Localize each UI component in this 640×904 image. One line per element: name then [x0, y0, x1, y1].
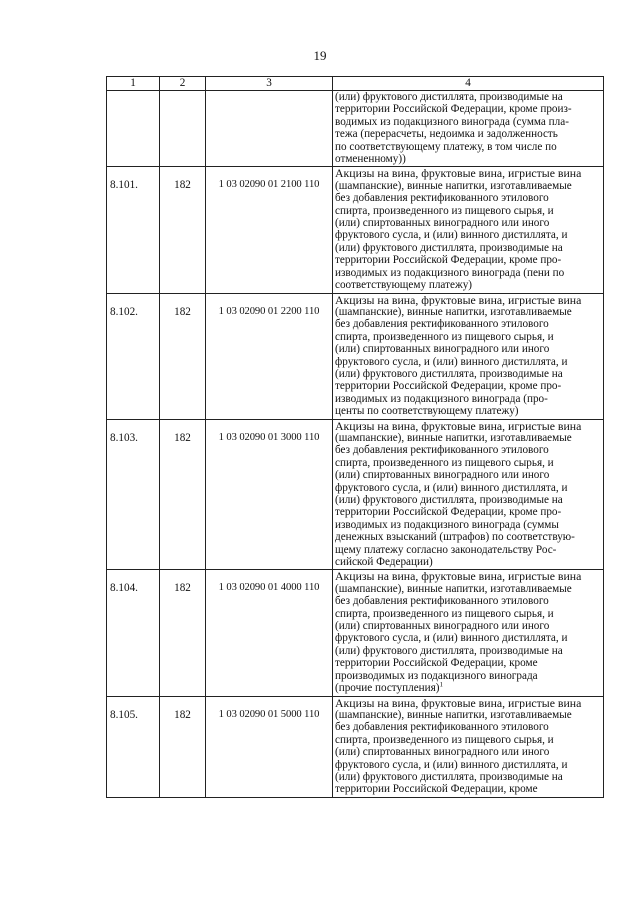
description-text: Акцизы на вина, фруктовые вина, игристые вина — [335, 570, 582, 583]
description-text: спирта, произведенного из пищевого сырья, и — [335, 456, 554, 469]
description-line — [335, 393, 601, 405]
description-text: денежных взысканий (штрафов) по соответствую- — [335, 531, 575, 544]
description-line — [335, 457, 601, 469]
description-text: отмененному)) — [335, 153, 406, 166]
administrator-code: 182 — [160, 293, 206, 419]
description-text: (прочие поступления) — [335, 682, 440, 695]
administrator-code: 182 — [160, 570, 206, 696]
description-line — [335, 267, 601, 279]
description-line — [335, 167, 601, 179]
description-line — [335, 128, 601, 140]
description-line — [335, 556, 601, 568]
description-line — [335, 254, 601, 266]
table-body — [107, 91, 604, 798]
description-line — [335, 279, 601, 291]
budget-classification-code — [206, 91, 333, 167]
description-text: (шампанские), винные напитки, изготавливаемые — [335, 708, 572, 721]
row-number: 8.103. — [107, 419, 160, 570]
description-line — [335, 595, 601, 607]
table-row — [107, 570, 604, 696]
description-text: водимых из подакцизного винограда (сумма пла- — [335, 115, 569, 128]
description-line — [335, 318, 601, 330]
description-text: без добавления ректификованного этилового — [335, 192, 549, 205]
description-text: без добавления ректификованного этилового — [335, 721, 549, 734]
description-text: территории Российской Федерации, кроме про- — [335, 506, 562, 519]
description-line — [335, 405, 601, 417]
description-text: (или) фруктового дистиллята, производимые на — [335, 770, 563, 783]
description-line — [335, 153, 601, 165]
description-line — [335, 734, 601, 746]
description-text: территории Российской Федерации, кроме произ- — [335, 103, 572, 116]
description-text: фруктового сусла, и (или) винного дистиллята, и — [335, 632, 568, 645]
budget-classification-code: 1 03 02090 01 5000 110 — [206, 696, 333, 797]
budget-classification-code: 1 03 02090 01 2100 110 — [206, 167, 333, 293]
description-line — [335, 759, 601, 771]
description-text: без добавления ректификованного этилового — [335, 444, 549, 457]
description-line — [335, 331, 601, 343]
revenue-description — [333, 419, 604, 570]
description-line — [335, 432, 601, 444]
description-text: (шампанские), винные напитки, изготавливаемые — [335, 431, 572, 444]
description-text: (шампанские), винные напитки, изготавливаемые — [335, 582, 572, 595]
page-number: 19 — [313, 48, 327, 63]
description-line — [335, 657, 601, 669]
description-line — [335, 229, 601, 241]
administrator-code — [160, 91, 206, 167]
description-text: (или) спиртованных виноградного или иного — [335, 746, 550, 759]
description-line — [335, 620, 601, 632]
description-text: (шампанские), винные напитки, изготавливаемые — [335, 305, 572, 318]
description-text: фруктового сусла, и (или) винного дистиллята, и — [335, 481, 568, 494]
description-line — [335, 506, 601, 518]
description-line — [335, 670, 601, 682]
description-text: спирта, произведенного из пищевого сырья, и — [335, 607, 554, 620]
table-row — [107, 293, 604, 419]
description-line — [335, 356, 601, 368]
description-text: фруктового сусла, и (или) винного дистиллята, и — [335, 758, 568, 771]
description-text: (или) спиртованных виноградного или иного — [335, 217, 550, 230]
administrator-code: 182 — [160, 167, 206, 293]
description-line — [335, 294, 601, 306]
description-text: (или) фруктового дистиллята, производимые на — [335, 644, 563, 657]
description-line — [335, 746, 601, 758]
description-text: спирта, произведенного из пищевого сырья, и — [335, 733, 554, 746]
description-text: спирта, произведенного из пищевого сырья, и — [335, 330, 554, 343]
table-row — [107, 696, 604, 797]
revenue-description — [333, 293, 604, 419]
description-line — [335, 709, 601, 721]
description-line — [335, 482, 601, 494]
description-text: территории Российской Федерации, кроме про- — [335, 254, 562, 267]
description-line — [335, 91, 601, 103]
description-text: производимых из подакцизного винограда — [335, 669, 538, 682]
description-line — [335, 180, 601, 192]
description-line — [335, 570, 601, 582]
description-line — [335, 682, 601, 694]
description-text: изводимых из подакцизного винограда (суммы — [335, 518, 559, 531]
table-row — [107, 167, 604, 293]
description-text: (или) фруктового дистиллята, производимые на — [335, 91, 563, 103]
description-text: без добавления ректификованного этилового — [335, 595, 549, 608]
revenue-description — [333, 91, 604, 167]
description-line — [335, 632, 601, 644]
description-text: (или) спиртованных виноградного или иного — [335, 469, 550, 482]
budget-classification-code: 1 03 02090 01 3000 110 — [206, 419, 333, 570]
description-line — [335, 531, 601, 543]
row-number: 8.102. — [107, 293, 160, 419]
header-col-4: 4 — [333, 77, 604, 91]
description-text: (или) фруктового дистиллята, производимые на — [335, 494, 563, 506]
description-text: территории Российской Федерации, кроме — [335, 657, 538, 670]
description-text: центы по соответствующему платежу) — [335, 405, 519, 418]
description-line — [335, 192, 601, 204]
description-text: Акцизы на вина, фруктовые вина, игристые вина — [335, 293, 582, 306]
revenue-description — [333, 167, 604, 293]
row-number: 8.101. — [107, 167, 160, 293]
administrator-code: 182 — [160, 696, 206, 797]
description-line — [335, 306, 601, 318]
description-text: изводимых из подакцизного винограда (про- — [335, 392, 548, 405]
description-line — [335, 343, 601, 355]
description-line — [335, 697, 601, 709]
description-line — [335, 103, 601, 115]
description-line — [335, 242, 601, 254]
description-text: по соответствующему платежу, в том числе по — [335, 140, 557, 153]
description-line — [335, 608, 601, 620]
description-text: спирта, произведенного из пищевого сырья, и — [335, 204, 554, 217]
row-number: 8.105. — [107, 696, 160, 797]
header-col-3: 3 — [206, 77, 333, 91]
administrator-code: 182 — [160, 419, 206, 570]
description-text: Акцизы на вина, фруктовые вина, игристые вина — [335, 167, 582, 180]
description-line — [335, 494, 601, 506]
description-line — [335, 141, 601, 153]
table-header — [107, 77, 604, 91]
description-line — [335, 783, 601, 795]
description-line — [335, 217, 601, 229]
description-text: соответствующему платежу) — [335, 279, 473, 292]
header-row — [107, 77, 604, 91]
description-line — [335, 469, 601, 481]
description-line — [335, 205, 601, 217]
header-col-1: 1 — [107, 77, 160, 91]
description-text: щему платежу согласно законодательству Рос- — [335, 543, 557, 556]
description-text: территории Российской Федерации, кроме про- — [335, 380, 562, 393]
description-text: (или) спиртованных виноградного или иного — [335, 620, 550, 633]
description-line — [335, 583, 601, 595]
description-line — [335, 721, 601, 733]
budget-classification-code: 1 03 02090 01 4000 110 — [206, 570, 333, 696]
description-text: изводимых из подакцизного винограда (пени по — [335, 266, 565, 279]
description-text: фруктового сусла, и (или) винного дистиллята, и — [335, 229, 568, 242]
description-text: (шампанские), винные напитки, изготавливаемые — [335, 179, 572, 192]
description-text: тежа (перерасчеты, недоимка и задолженность — [335, 128, 558, 141]
description-text: Акцизы на вина, фруктовые вина, игристые вина — [335, 419, 582, 432]
description-text: без добавления ректификованного этилового — [335, 318, 549, 331]
table-row — [107, 91, 604, 167]
budget-classification-code: 1 03 02090 01 2200 110 — [206, 293, 333, 419]
description-text: территории Российской Федерации, кроме — [335, 783, 538, 796]
description-line — [335, 444, 601, 456]
description-line — [335, 519, 601, 531]
description-text: Акцизы на вина, фруктовые вина, игристые вина — [335, 696, 582, 709]
description-text: (или) спиртованных виноградного или иного — [335, 343, 550, 356]
budget-codes-table — [106, 76, 604, 798]
description-line — [335, 116, 601, 128]
header-col-2: 2 — [160, 77, 206, 91]
row-number: 8.104. — [107, 570, 160, 696]
description-line — [335, 771, 601, 783]
revenue-description — [333, 696, 604, 797]
description-line — [335, 368, 601, 380]
description-text: (или) фруктового дистиллята, производимые на — [335, 241, 563, 254]
description-line — [335, 420, 601, 432]
description-line — [335, 645, 601, 657]
footnote-marker: 1 — [439, 682, 444, 689]
description-line — [335, 380, 601, 392]
row-number — [107, 91, 160, 167]
revenue-description — [333, 570, 604, 696]
description-text: (или) фруктового дистиллята, производимые на — [335, 367, 563, 380]
description-line — [335, 544, 601, 556]
description-text: фруктового сусла, и (или) винного дистиллята, и — [335, 355, 568, 368]
table-row — [107, 419, 604, 570]
description-text: сийской Федерации) — [335, 556, 433, 569]
